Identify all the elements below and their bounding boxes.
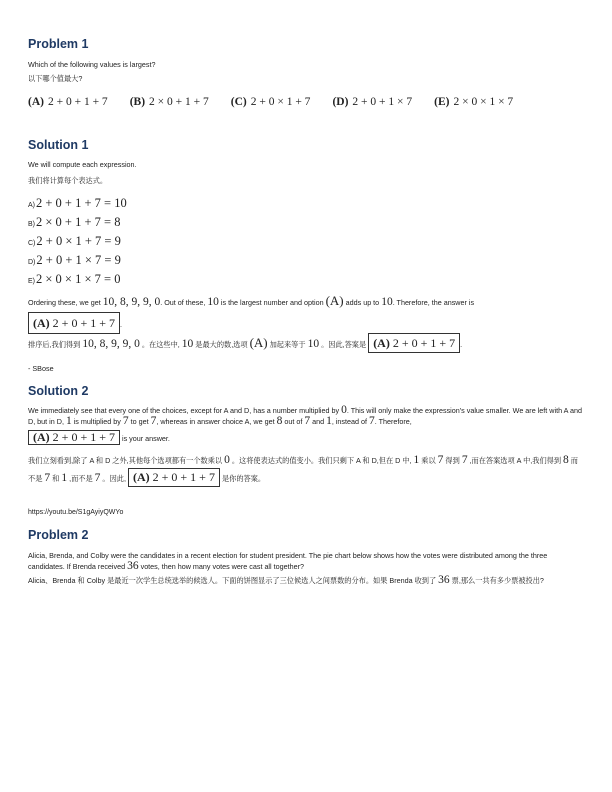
solution-1-conclusion-zh — [28, 333, 584, 353]
math: 10, 8, 9, 9, 0 — [102, 296, 161, 308]
text: . Therefore, the answer is — [392, 298, 475, 307]
answer-label: (A) — [33, 316, 50, 330]
choice-d — [332, 96, 412, 108]
math: 7 — [437, 454, 444, 466]
math: 7 — [304, 415, 311, 427]
answer-box — [128, 468, 220, 487]
answer-box — [28, 312, 120, 334]
math: 7 — [369, 415, 375, 427]
calc-expr: 2 + 0 × 1 + 7 = 9 — [36, 234, 121, 248]
calc-expr: 2 + 0 + 1 × 7 = 9 — [36, 253, 121, 267]
answer-label: (A) — [33, 430, 50, 444]
text: is the largest number and option — [220, 298, 324, 307]
text: 加起来等于 — [269, 340, 306, 349]
calc-label: A) — [28, 202, 35, 209]
text: is your answer. — [121, 434, 170, 443]
calc-expr: 2 × 0 × 1 × 7 = 0 — [36, 272, 121, 286]
text: ,而在答案选项 A 中,我们得到 — [469, 456, 562, 465]
choice-expr: 2 + 0 + 1 × 7 — [352, 96, 413, 108]
calc-label: E) — [28, 278, 35, 285]
choice-label: (B) — [129, 96, 146, 108]
math: 36 — [438, 574, 450, 586]
text: , whereas in answer choice A, we get — [156, 417, 275, 426]
text: adds up to — [345, 298, 380, 307]
choice-expr: 2 × 0 + 1 + 7 — [149, 96, 209, 108]
problem-2-heading: Problem 2 — [28, 528, 89, 542]
text: 得到 — [445, 456, 460, 465]
problem-2-en — [28, 551, 584, 572]
text: 票,那么一共有多少票被投出? — [451, 576, 544, 585]
choice-label: (A) — [28, 96, 44, 108]
math: 7 — [44, 472, 51, 484]
text: 而不是 — [28, 456, 578, 483]
answer-expr: 2 + 0 + 1 + 7 — [52, 316, 115, 330]
calc-label: C) — [28, 240, 36, 247]
calc-label: B) — [28, 221, 35, 228]
text: 和 — [52, 474, 60, 483]
math: 0 — [224, 454, 230, 466]
text: 。在这些中, — [141, 340, 180, 349]
math: 10 — [381, 296, 393, 308]
calc-c — [28, 234, 121, 249]
text: votes, then how many votes were cast all together? — [140, 562, 304, 571]
math: 10 — [181, 338, 194, 350]
solution-1-intro-zh: 我们将计算每个表达式。 — [28, 176, 108, 185]
math: 1 — [65, 415, 72, 427]
calc-b — [28, 215, 120, 230]
answer-choices — [28, 96, 608, 108]
solution-1-conclusion-en — [28, 292, 584, 334]
choice-expr: 2 + 0 + 1 + 7 — [47, 96, 108, 108]
problem-1-heading: Problem 1 — [28, 37, 89, 51]
answer-box — [368, 333, 463, 353]
choice-expr: 2 × 0 × 1 × 7 — [453, 96, 514, 108]
calc-a — [28, 196, 127, 211]
math: 1 — [61, 472, 68, 484]
math: 8 — [563, 454, 569, 466]
solution-2-en — [28, 405, 584, 445]
math: (A) — [325, 293, 344, 308]
problem-1-question-en: Which of the following values is largest? — [28, 60, 156, 69]
solution-2-heading: Solution 2 — [28, 384, 89, 398]
choice-label: (C) — [230, 96, 247, 108]
text: , instead of — [331, 417, 367, 426]
problem-1-question-zh: 以下哪个值最大? — [28, 74, 83, 83]
text: . This will only make the expression's value smaller. We are left with A and D, but in D, — [28, 406, 583, 426]
choice-label: (E) — [434, 96, 450, 108]
calc-expr: 2 + 0 + 1 + 7 = 10 — [36, 196, 127, 210]
math: 10 — [207, 296, 219, 308]
choice-expr: 2 + 0 × 1 + 7 — [250, 96, 311, 108]
video-link[interactable]: https://youtu.be/S1gAyiyQWYo — [28, 509, 124, 516]
solution-1-author: - SBose — [28, 364, 54, 373]
solution-1-intro-en: We will compute each expression. — [28, 160, 137, 169]
text: 。这将使表达式的值变小。我们只剩下 A 和 D,但在 D 中, — [231, 456, 412, 465]
calc-e — [28, 272, 120, 287]
math: 36 — [127, 560, 139, 572]
calc-label: D) — [28, 259, 36, 266]
solution-1-heading: Solution 1 — [28, 138, 89, 152]
choice-label: (D) — [332, 96, 349, 108]
text: 我们立刻看到,除了 A 和 D 之外,其他每个选项都有一个数乘以 — [28, 456, 223, 465]
text: to get — [130, 417, 149, 426]
math: 7 — [461, 454, 468, 466]
text: 乘以 — [421, 456, 436, 465]
answer-box — [28, 430, 120, 445]
text: . — [460, 340, 463, 349]
choice-b — [130, 96, 209, 108]
choice-a — [28, 96, 108, 108]
math: 10, 8, 9, 9, 0 — [82, 338, 140, 350]
text: out of — [284, 417, 303, 426]
math: 7 — [122, 415, 129, 427]
answer-label: (A) — [373, 336, 390, 350]
math: 7 — [150, 415, 157, 427]
text: Ordering these, we get — [28, 298, 101, 307]
text: 是最大的数,选项 — [195, 340, 248, 349]
solution-2-zh — [28, 453, 584, 487]
math: 1 — [326, 415, 332, 427]
text: 。因此,答案是 — [321, 340, 367, 349]
text: . — [119, 320, 122, 329]
choice-c — [231, 96, 311, 108]
calc-d — [28, 253, 121, 268]
math: 8 — [276, 415, 283, 427]
text: ,而不是 — [69, 474, 93, 483]
math: 7 — [94, 472, 101, 484]
text: We immediately see that every one of the choices, except for A and D, has a number multiplied by — [28, 406, 340, 415]
math: 0 — [341, 404, 347, 416]
calc-expr: 2 × 0 + 1 + 7 = 8 — [36, 215, 121, 229]
math: (A) — [249, 335, 268, 350]
text: Alicia、Brenda 和 Colby 是最近一次学生总统选举的候选人。下面的饼图显示了三位候选人之间票数的分布。如果 Brenda 收到了 — [28, 576, 437, 585]
text: . Therefore, — [374, 417, 412, 426]
text: is multiplied by — [73, 417, 121, 426]
math: 10 — [307, 338, 320, 350]
text: 是你的答案。 — [221, 474, 266, 483]
text: . Out of these, — [160, 298, 206, 307]
text: 。因此, — [102, 474, 126, 483]
answer-expr: 2 + 0 + 1 + 7 — [392, 336, 456, 350]
answer-label: (A) — [132, 470, 150, 484]
text: 排序后,我们得到 — [28, 340, 81, 349]
answer-expr: 2 + 0 + 1 + 7 — [52, 430, 115, 444]
choice-e — [434, 96, 513, 108]
problem-2-zh — [28, 575, 584, 586]
answer-expr: 2 + 0 + 1 + 7 — [152, 470, 215, 484]
text: and — [312, 417, 325, 426]
math: 1 — [413, 454, 420, 466]
text: Alicia, Brenda, and Colby were the candidates in a recent election for student president. The pie chart below shows how the votes were distributed among the three candidates. If Brenda received — [28, 551, 548, 571]
